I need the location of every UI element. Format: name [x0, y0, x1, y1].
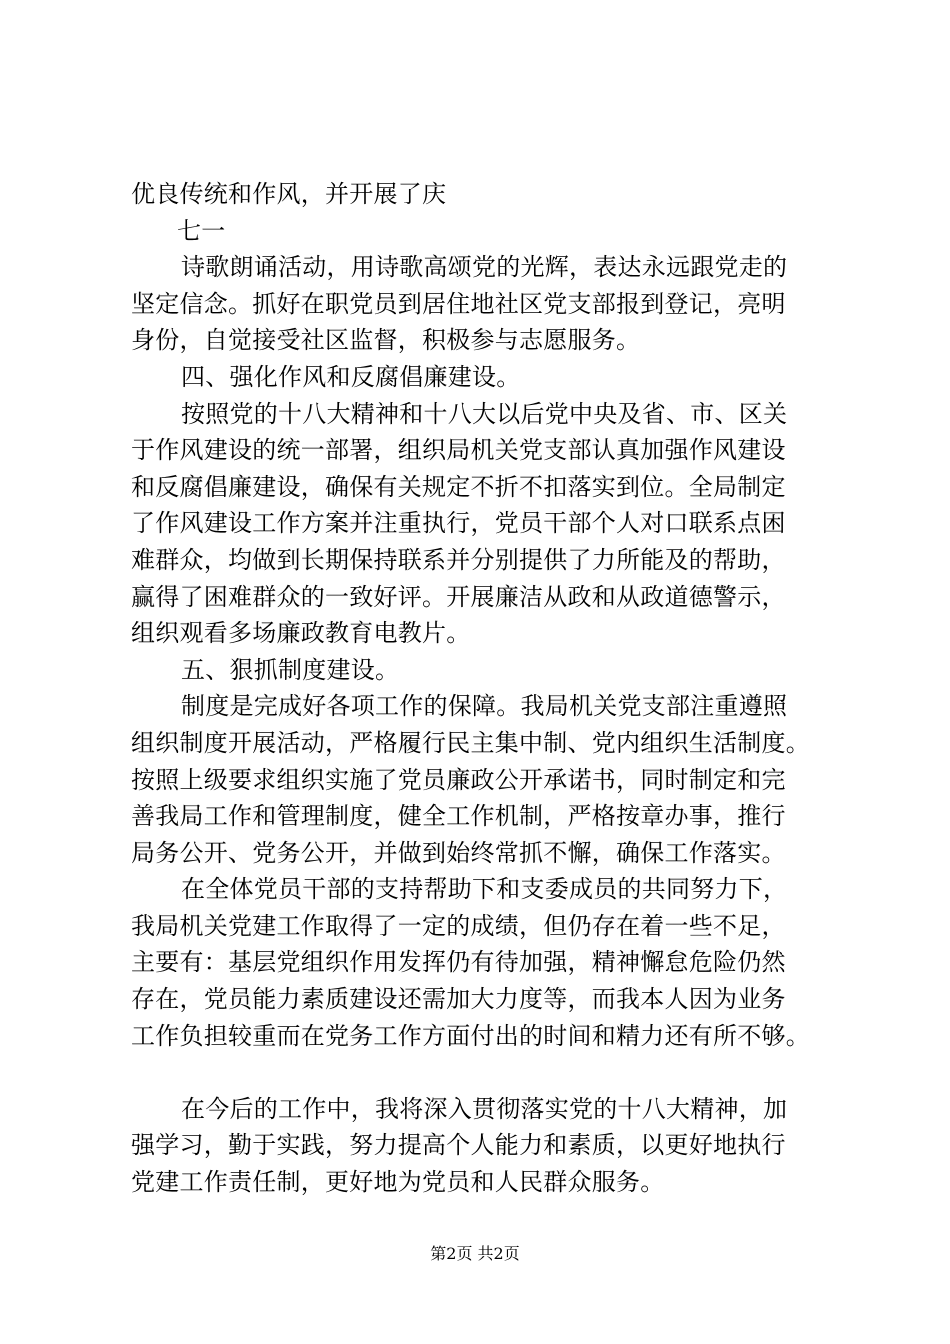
text-line: 党建工作责任制，更好地为党员和人民群众服务。: [131, 1168, 665, 1197]
text-line: 组织制度开展活动，严格履行民主集中制、党内组织生活制度。: [131, 728, 810, 757]
text-line: 局务公开、党务公开，并做到始终常抓不懈，确保工作落实。: [131, 838, 786, 867]
section-heading: 四、强化作风和反腐倡廉建设。: [181, 362, 521, 391]
text-line: 工作负担较重而在党务工作方面付出的时间和精力还有所不够。: [131, 1021, 810, 1050]
text-line: 强学习，勤于实践，努力提高个人能力和素质，以更好地执行: [131, 1131, 786, 1160]
text-line: 诗歌朗诵活动，用诗歌高颂党的光辉，表达永远跟党走的: [181, 253, 788, 282]
text-line: 了作风建设工作方案并注重执行，党员干部个人对口联系点困: [131, 509, 786, 538]
text-line: 我局机关党建工作取得了一定的成绩，但仍存在着一些不足，: [131, 911, 786, 940]
text-line: 存在，党员能力素质建设还需加大力度等，而我本人因为业务: [131, 985, 786, 1014]
text-line: 于作风建设的统一部署，组织局机关党支部认真加强作风建设: [131, 436, 786, 465]
text-line: 赢得了困难群众的一致好评。开展廉洁从政和从政道德警示，: [131, 582, 786, 611]
text-line: 坚定信念。抓好在职党员到居住地社区党支部报到登记，亮明: [131, 289, 786, 318]
text-line: 七一: [177, 216, 226, 245]
page-footer: [0, 1243, 950, 1265]
text-line: 在全体党员干部的支持帮助下和支委成员的共同努力下，: [181, 875, 788, 904]
text-line: 和反腐倡廉建设，确保有关规定不折不扣落实到位。全局制定: [131, 472, 786, 501]
text-line: 在今后的工作中，我将深入贯彻落实党的十八大精神，加: [181, 1094, 788, 1123]
text-line: 按照党的十八大精神和十八大以后党中央及省、市、区关: [181, 399, 788, 428]
text-line: 善我局工作和管理制度，健全工作机制，严格按章办事，推行: [131, 802, 786, 831]
text-line: 身份，自觉接受社区监督，积极参与志愿服务。: [131, 326, 641, 355]
section-heading: 五、狠抓制度建设。: [181, 655, 400, 684]
paragraph-spacer: [131, 1054, 851, 1091]
text-line: 主要有：基层党组织作用发挥仍有待加强，精神懈怠危险仍然: [131, 948, 786, 977]
text-line: 组织观看多场廉政教育电教片。: [131, 619, 471, 648]
text-line: 优良传统和作风，并开展了庆: [131, 180, 447, 208]
document-body: [131, 176, 851, 1201]
text-line: 按照上级要求组织实施了党员廉政公开承诺书，同时制定和完: [131, 765, 786, 794]
page-number: 第2页 共2页: [430, 1244, 520, 1263]
text-line: 难群众，均做到长期保持联系并分别提供了力所能及的帮助，: [131, 545, 786, 574]
text-line: 制度是完成好各项工作的保障。我局机关党支部注重遵照: [181, 692, 788, 721]
